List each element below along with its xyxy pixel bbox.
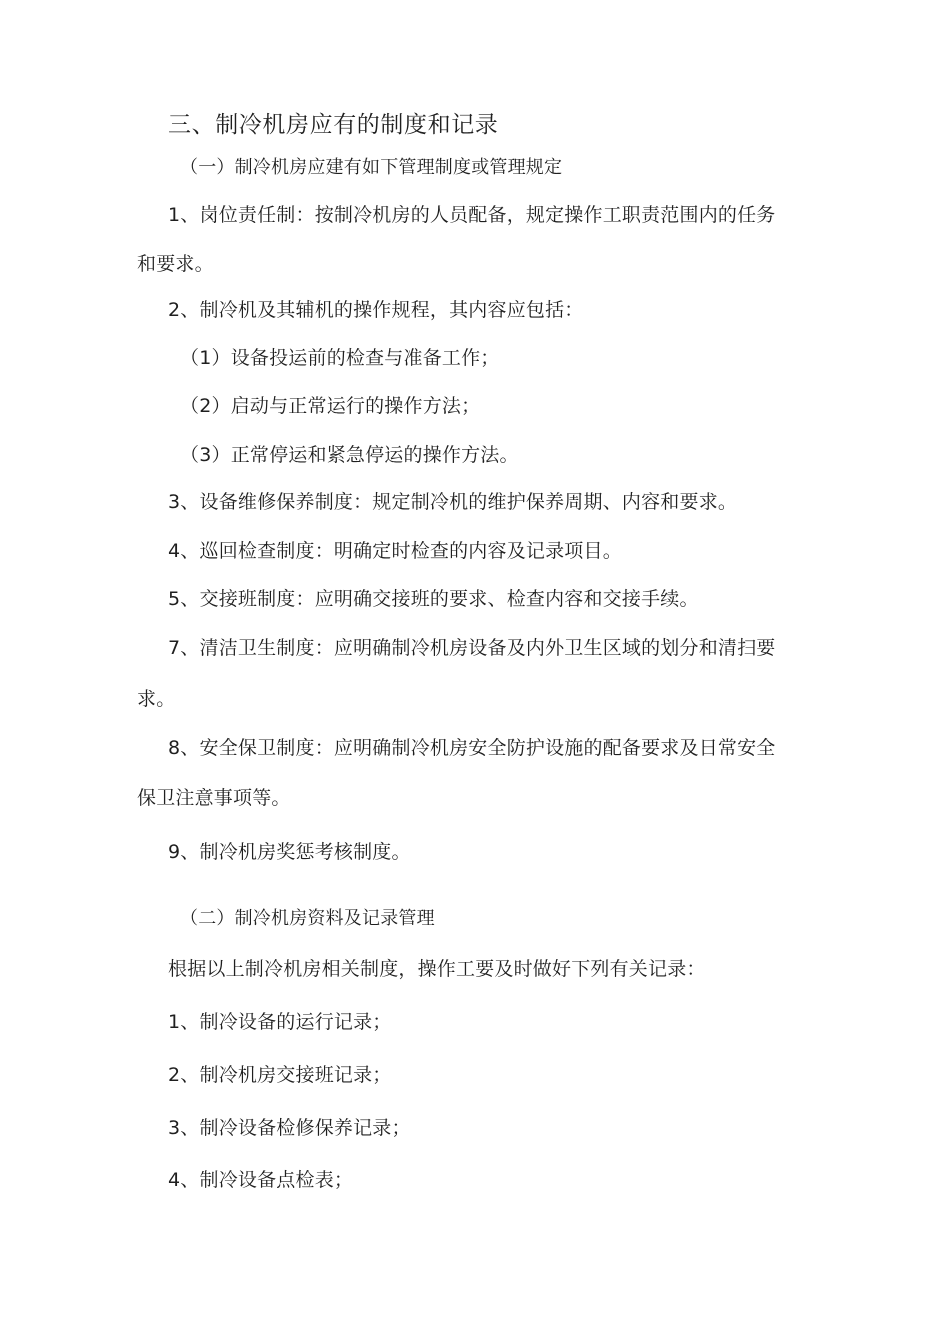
rule-item-9: 9、制冷机房奖惩考核制度。 <box>168 841 411 863</box>
record-item-4: 4、制冷设备点检表； <box>168 1169 354 1191</box>
record-item-1: 1、制冷设备的运行记录； <box>168 1011 392 1033</box>
rule-item-3: 3、设备维修保养制度：规定制冷机的维护保养周期、内容和要求。 <box>168 491 738 513</box>
rule-item-2-sub-2: （2）启动与正常运行的操作方法； <box>180 395 481 417</box>
rule-item-1-line-1: 1、岗位责任制：按制冷机房的人员配备，规定操作工职责范围内的任务 <box>168 204 776 226</box>
rule-item-4: 4、巡回检查制度：明确定时检查的内容及记录项目。 <box>168 540 622 562</box>
rule-item-1-line-2: 和要求。 <box>137 253 214 275</box>
rule-item-2-sub-1: （1）设备投运前的检查与准备工作； <box>180 347 500 369</box>
rule-item-8-line-1: 8、安全保卫制度：应明确制冷机房安全防护设施的配备要求及日常安全 <box>168 737 776 759</box>
rule-item-7-line-1: 7、清洁卫生制度：应明确制冷机房设备及内外卫生区域的划分和清扫要 <box>168 637 776 659</box>
document-title: 三、制冷机房应有的制度和记录 <box>168 112 499 138</box>
record-item-2: 2、制冷机房交接班记录； <box>168 1064 392 1086</box>
rule-item-2-sub-3: （3）正常停运和紧急停运的操作方法。 <box>180 444 519 466</box>
section-heading-records: （二）制冷机房资料及记录管理 <box>180 908 435 929</box>
records-intro: 根据以上制冷机房相关制度，操作工要及时做好下列有关记录： <box>168 958 706 980</box>
rule-item-7-line-2: 求。 <box>137 688 176 710</box>
rule-item-8-line-2: 保卫注意事项等。 <box>137 787 291 809</box>
section-heading-management-rules: （一）制冷机房应建有如下管理制度或管理规定 <box>180 157 563 178</box>
rule-item-5: 5、交接班制度：应明确交接班的要求、检查内容和交接手续。 <box>168 588 699 610</box>
rule-item-2: 2、制冷机及其辅机的操作规程，其内容应包括： <box>168 299 584 321</box>
record-item-3: 3、制冷设备检修保养记录； <box>168 1117 411 1139</box>
